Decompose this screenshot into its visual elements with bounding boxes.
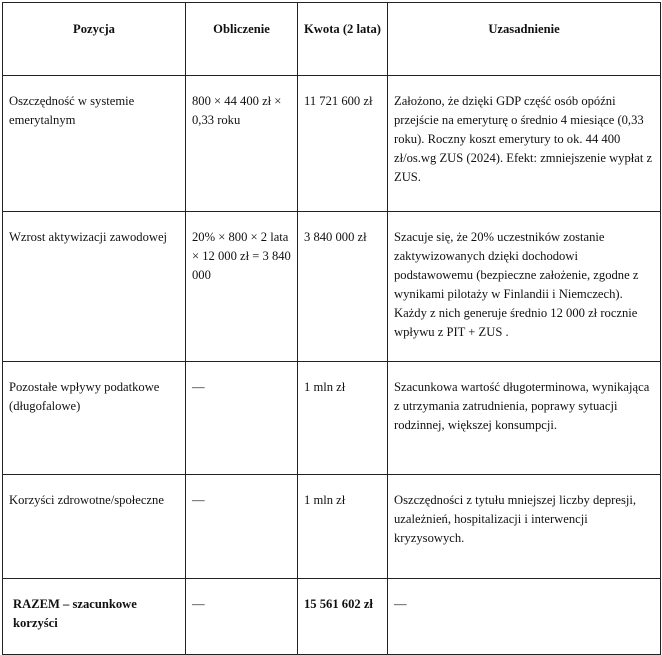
row-amount: 1 mln zł [298, 362, 388, 475]
header-calculation: Obliczenie [186, 3, 298, 76]
row-calculation: 20% × 800 × 2 lata × 12 000 zł = 3 840 000 [186, 212, 298, 362]
row-position: Pozostałe wpływy podatkowe (długofalowe) [3, 362, 186, 475]
row-justification: Założono, że dzięki GDP część osób opóźni przejście na emeryturę o średnio 4 miesiące (0,33 roku). Roczny koszt emerytury to ok. 44 400 zł/os.wg ZUS (2024). Efekt: zmniejszenie wypłat z ZUS. [388, 76, 661, 212]
table-row [3, 475, 661, 579]
row-amount: 1 mln zł [298, 475, 388, 579]
table-row [3, 76, 661, 212]
header-justification: Uzasadnienie [388, 3, 661, 76]
row-calculation: 800 × 44 400 zł × 0,33 roku [186, 76, 298, 212]
header-amount: Kwota (2 lata) [298, 3, 388, 76]
header-position: Pozycja [3, 3, 186, 76]
total-position: RAZEM – szacunkowe korzyści [3, 579, 186, 655]
row-position: Oszczędność w systemie emerytalnym [3, 76, 186, 212]
row-justification: Szacunkowa wartość długoterminowa, wynikająca z utrzymania zatrudnienia, poprawy sytuacji rodzinnej, większej konsumpcji. [388, 362, 661, 475]
total-row [3, 579, 661, 655]
total-calculation: — [186, 579, 298, 655]
row-calculation: — [186, 362, 298, 475]
row-calculation: — [186, 475, 298, 579]
row-justification: Oszczędności z tytułu mniejszej liczby depresji, uzależnień, hospitalizacji i interwencji kryzysowych. [388, 475, 661, 579]
table-header-row [3, 3, 661, 76]
row-justification: Szacuje się, że 20% uczestników zostanie zaktywizowanych dzięki dochodowi podstawowemu (bezpieczne założenie, zgodne z wynikami pilotaży w Finlandii i Niemczech). Każdy z nich generuje średnio 12 000 zł rocznie wpływu z PIT + ZUS . [388, 212, 661, 362]
row-position: Wzrost aktywizacji zawodowej [3, 212, 186, 362]
table-row [3, 362, 661, 475]
row-amount: 3 840 000 zł [298, 212, 388, 362]
row-amount: 11 721 600 zł [298, 76, 388, 212]
row-position: Korzyści zdrowotne/społeczne [3, 475, 186, 579]
total-justification: — [388, 579, 661, 655]
total-amount: 15 561 602 zł [298, 579, 388, 655]
benefits-table [2, 2, 661, 655]
table-row [3, 212, 661, 362]
